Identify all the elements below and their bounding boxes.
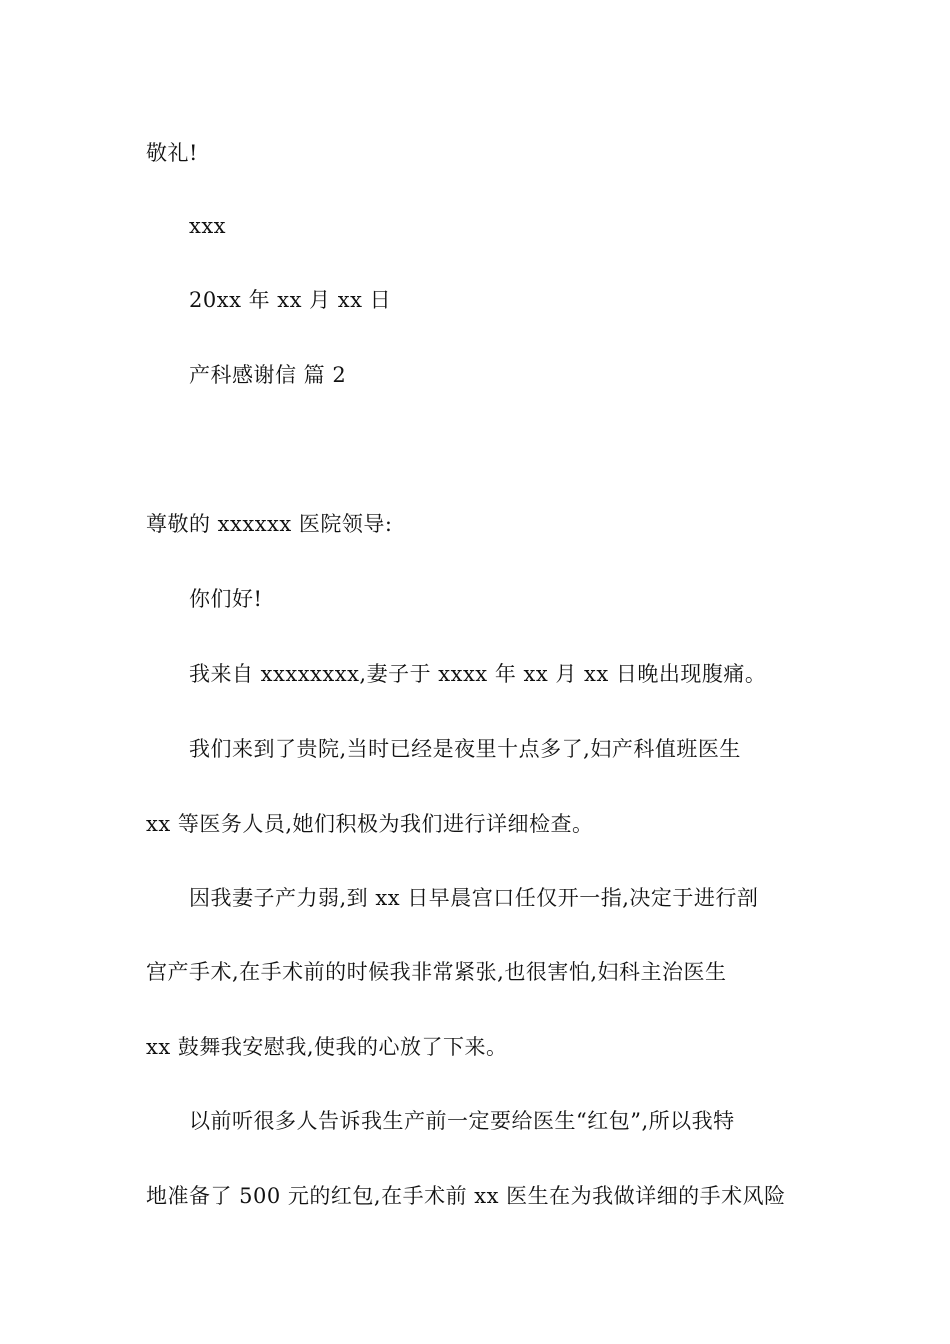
section-title: 产科感谢信 篇 2 [189, 363, 347, 387]
body-paragraph-2-line-2: xx 等医务人员,她们积极为我们进行详细检查。 [146, 812, 594, 836]
body-paragraph-2-line-1: 我们来到了贵院,当时已经是夜里十点多了,妇产科值班医生 [189, 737, 741, 761]
signature-line: xxx [189, 214, 227, 238]
body-paragraph-3-line-1: 因我妻子产力弱,到 xx 日早晨宫口任仅开一指,决定于进行剖 [189, 886, 759, 910]
body-paragraph-3-line-3: xx 鼓舞我安慰我,使我的心放了下来。 [146, 1035, 508, 1059]
body-paragraph-4-line-1: 以前听很多人告诉我生产前一定要给医生“红包”,所以我特 [189, 1109, 735, 1133]
greeting-line: 你们好! [189, 587, 263, 611]
date-line: 20xx 年 xx 月 xx 日 [189, 288, 392, 312]
closing-line: 敬礼! [146, 141, 198, 165]
body-paragraph-1: 我来自 xxxxxxxx,妻子于 xxxx 年 xx 月 xx 日晚出现腹痛。 [189, 662, 767, 686]
body-paragraph-4-line-2: 地准备了 500 元的红包,在手术前 xx 医生在为我做详细的手术风险 [146, 1184, 786, 1208]
salutation-line: 尊敬的 xxxxxx 医院领导: [146, 512, 393, 536]
body-paragraph-3-line-2: 宫产手术,在手术前的时候我非常紧张,也很害怕,妇科主治医生 [146, 960, 727, 984]
